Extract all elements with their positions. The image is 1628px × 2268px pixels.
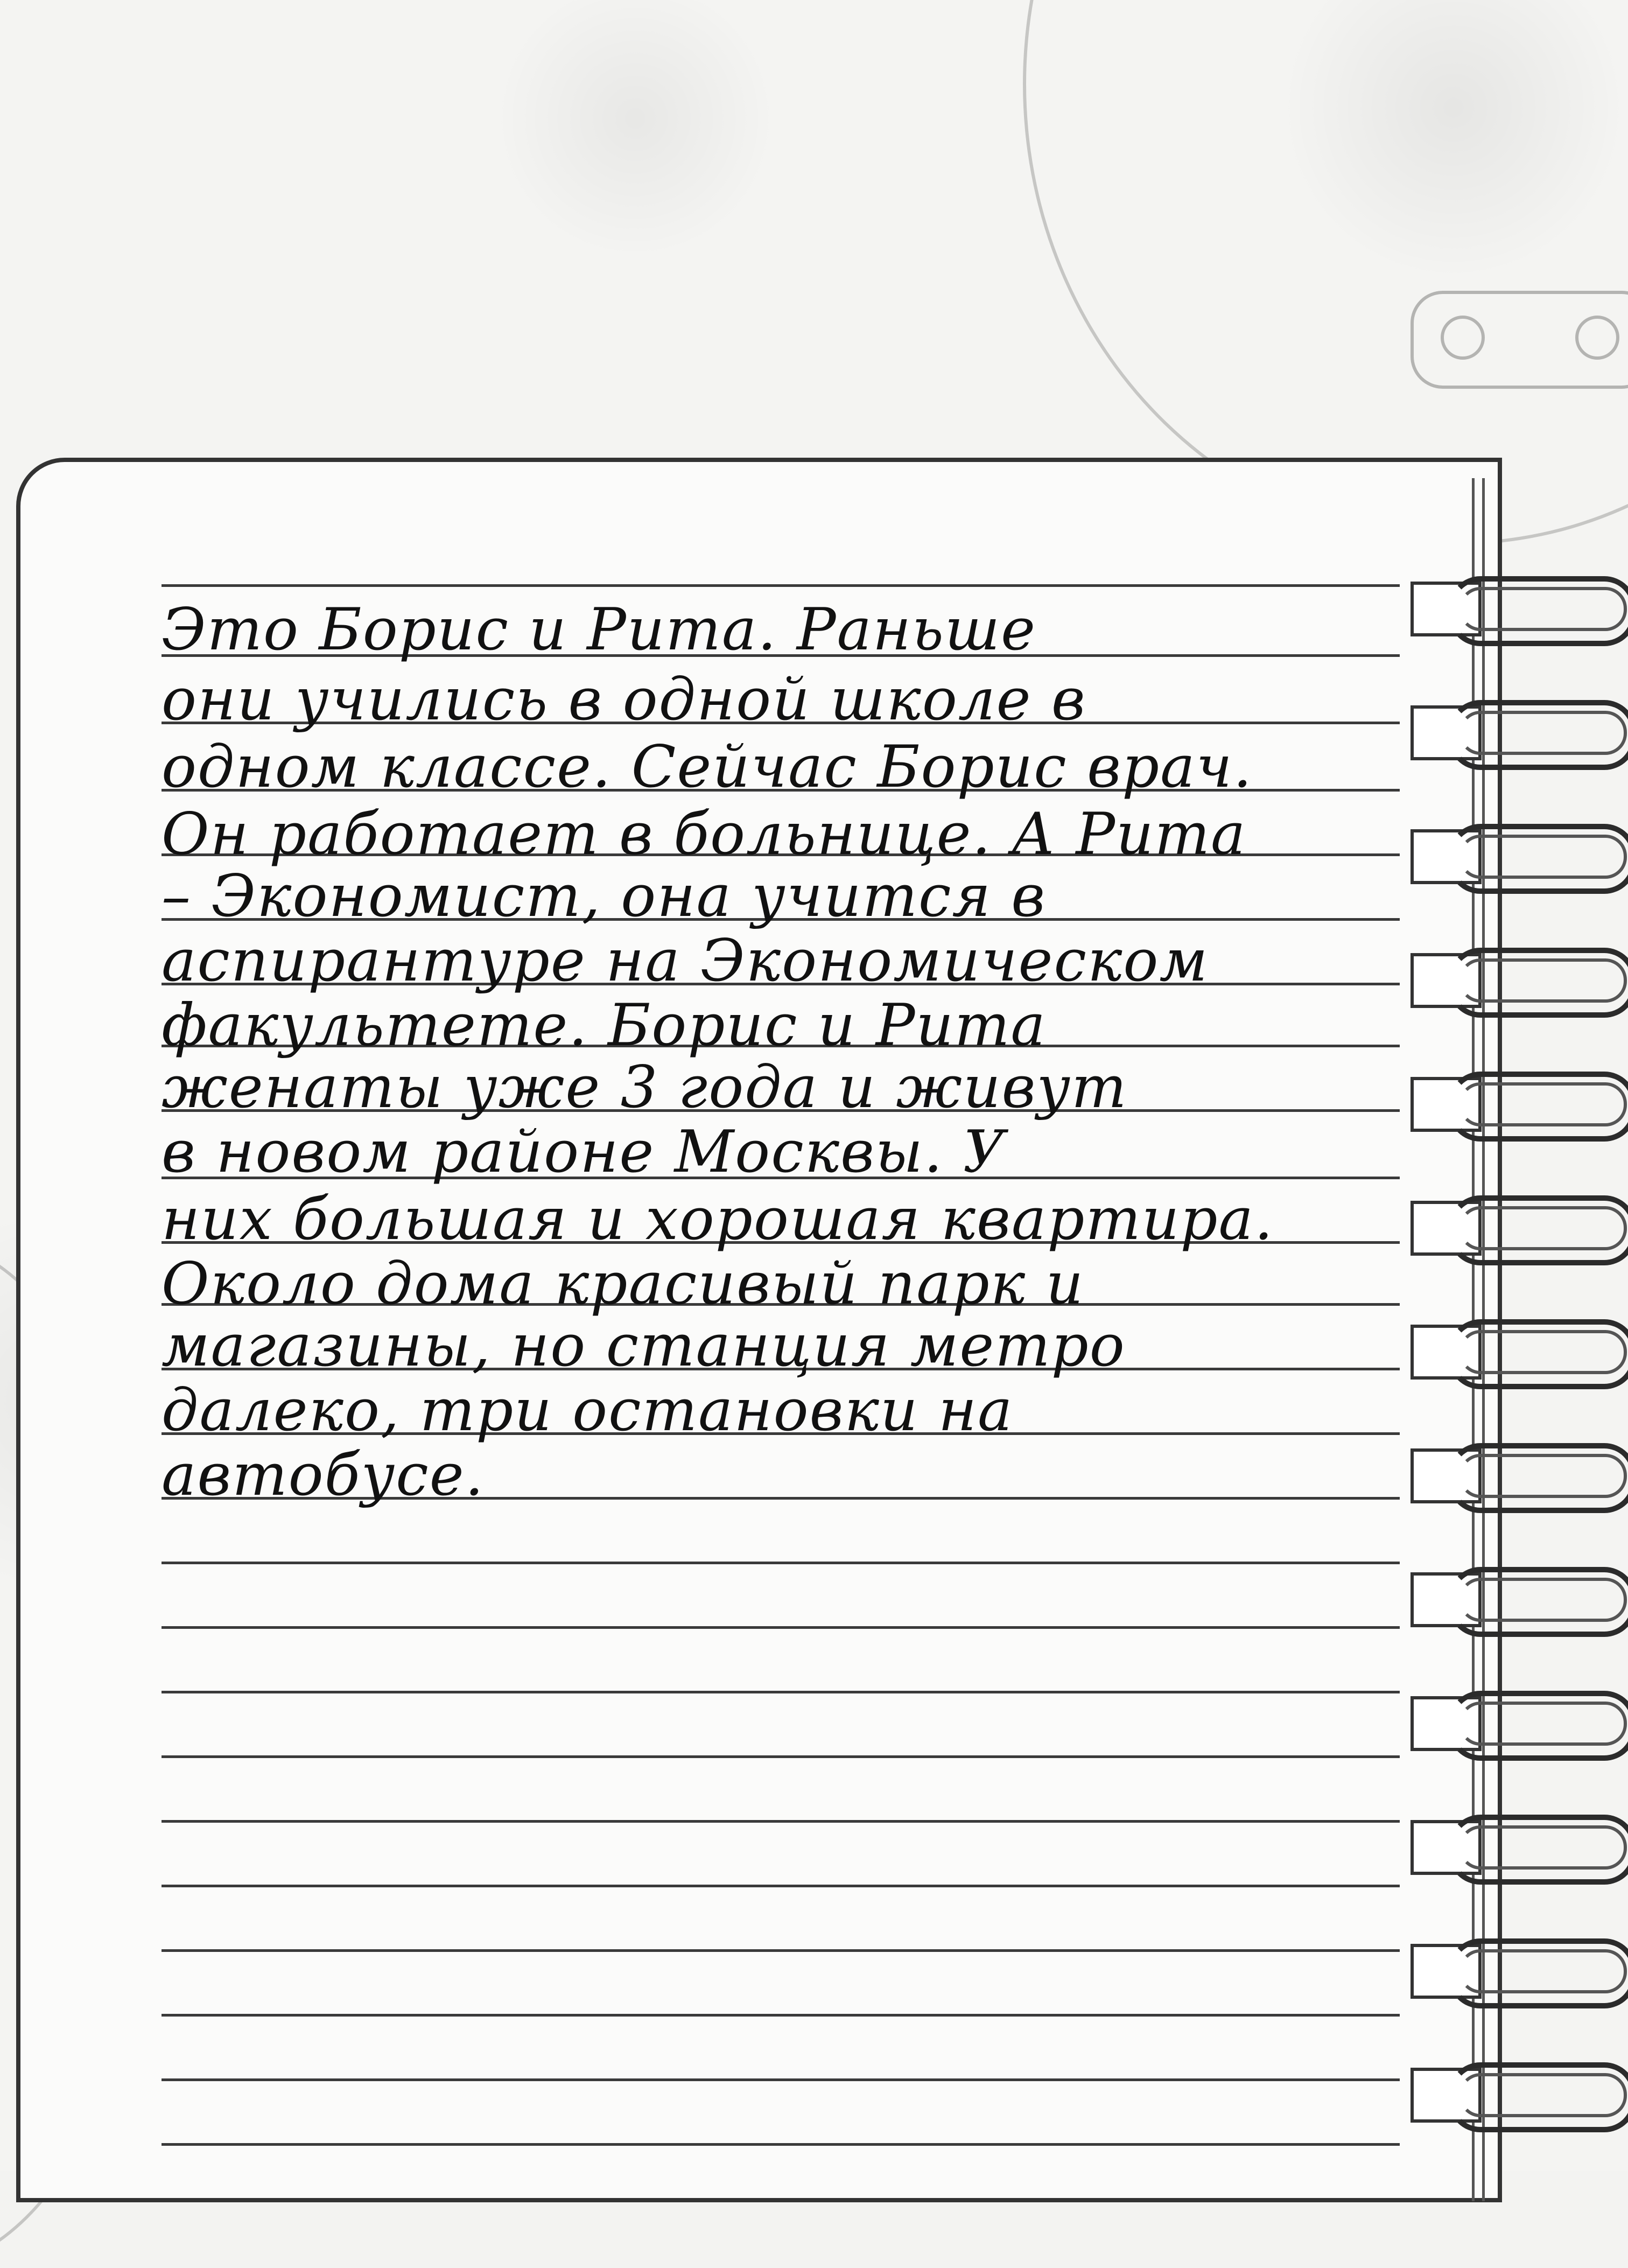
ruled-line xyxy=(162,1626,1400,1629)
spiral-ring-icon xyxy=(1400,689,1628,770)
ring-loop xyxy=(1459,1206,1627,1250)
text-line: Он работает в больнице. А Рита xyxy=(162,801,1247,868)
ring-loop xyxy=(1459,1702,1627,1746)
spiral-ring-icon xyxy=(1400,1432,1628,1513)
ring-loop xyxy=(1459,711,1627,755)
text-line: Около дома красивый парк и xyxy=(162,1250,1085,1318)
spiral-ring-icon xyxy=(1400,1185,1628,1265)
ring-loop xyxy=(1459,1330,1627,1374)
text-line: Это Борис и Рита. Раньше xyxy=(162,596,1037,663)
spiral-ring-icon xyxy=(1400,1680,1628,1761)
text-line: аспирантуре на Экономическом xyxy=(162,927,1209,995)
ruled-line xyxy=(162,1691,1400,1693)
ruled-line xyxy=(162,1820,1400,1823)
text-line: – Экономист, она учится в xyxy=(162,863,1047,930)
background-hole xyxy=(1575,316,1619,360)
text-line: факультете. Борис и Рита xyxy=(162,992,1047,1059)
ring-loop xyxy=(1459,1578,1627,1622)
spiral-ring-icon xyxy=(1400,1061,1628,1142)
ring-loop xyxy=(1459,2073,1627,2117)
ruled-line xyxy=(162,2143,1400,2146)
ruled-line xyxy=(162,1885,1400,1887)
text-line: автобусе. xyxy=(162,1441,485,1509)
ruled-line xyxy=(162,2014,1400,2017)
spiral-ring-icon xyxy=(1400,1804,1628,1885)
ring-loop xyxy=(1459,1082,1627,1126)
ring-loop xyxy=(1459,958,1627,1003)
ruled-line xyxy=(162,1755,1400,1758)
spiral-ring-icon xyxy=(1400,1928,1628,2008)
ring-loop xyxy=(1459,835,1627,879)
background-tab xyxy=(1411,291,1628,389)
ruled-line xyxy=(162,584,1400,587)
text-line: них большая и хорошая квартира. xyxy=(162,1186,1274,1253)
spiral-ring-icon xyxy=(1400,565,1628,646)
text-line: одном классе. Сейчас Борис врач. xyxy=(162,733,1253,801)
text-line: далеко, три остановки на xyxy=(162,1377,1014,1444)
text-line: они учились в одной школе в xyxy=(162,666,1086,733)
ring-loop xyxy=(1459,1454,1627,1498)
spiral-ring-icon xyxy=(1400,1556,1628,1637)
ruled-line xyxy=(162,1949,1400,1952)
ring-loop xyxy=(1459,1825,1627,1870)
spiral-ring-icon xyxy=(1400,813,1628,894)
text-line: в новом районе Москвы. У xyxy=(162,1118,1006,1186)
spiral-ring-icon xyxy=(1400,2052,1628,2132)
text-line: женаты уже 3 года и живут xyxy=(162,1054,1128,1121)
text-line: магазины, но станция метро xyxy=(162,1312,1126,1380)
spiral-ring-icon xyxy=(1400,1308,1628,1389)
background-hole xyxy=(1441,316,1485,360)
spiral-ring-icon xyxy=(1400,937,1628,1018)
ruled-line xyxy=(162,2078,1400,2081)
ring-loop xyxy=(1459,587,1627,631)
ruled-line xyxy=(162,1562,1400,1564)
ring-loop xyxy=(1459,1949,1627,1993)
